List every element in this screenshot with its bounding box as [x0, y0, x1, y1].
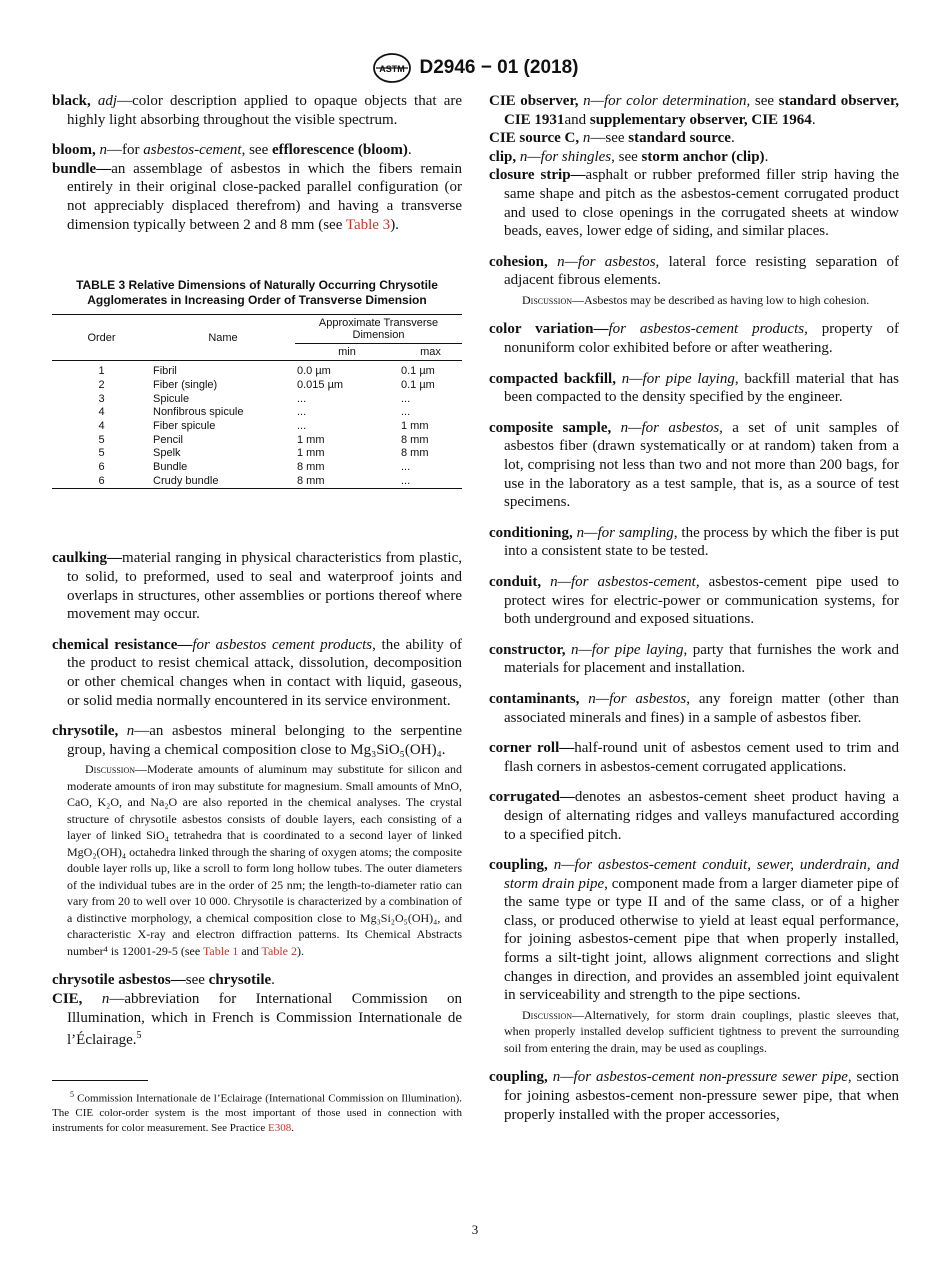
svg-text:ASTM: ASTM: [378, 64, 405, 74]
cell-order: 4: [98, 406, 105, 419]
e308-link[interactable]: E308: [267, 1122, 292, 1135]
cell-order: 4: [98, 419, 105, 432]
table-3: [52, 314, 462, 489]
cell-min: 1 mm: [297, 433, 325, 446]
entry-chrysotile-asbestos: chrysotile asbestos—see chrysotile.: [52, 972, 275, 989]
table-row: [52, 379, 462, 393]
cell-max: 8 mm: [401, 447, 429, 460]
entry-coupling-1: coupling, n—for asbestos-cement conduit, sewer, underdrain, and storm drain pipe, component made from a larger diameter pipe of the same type or type II and of the same class, or of a higher class, or produced otherwise to yield at least equal performance, for joining asbestos-cement pipe that when properly installed, forms a silt-tight joint, allows alignment corrections and slight changes in direction, and provides an assembled joint equivalent in serviceability and strength to the pipe sections.: [489, 857, 900, 1004]
cell-max: 8 mm: [401, 433, 429, 446]
cell-max: 0.1 µm: [401, 365, 435, 378]
entry-black: black, adj—color description applied to opaque objects that are highly light absorbing throughout the visible spectrum.: [52, 93, 463, 128]
entry-constructor: constructor, n—for pipe laying, party that furnishes the work and materials for placement and installation.: [489, 641, 899, 677]
cell-max: ...: [401, 474, 411, 487]
entry-bloom: bloom, n—for asbestos-cement, see efflorescence (bloom).: [52, 142, 412, 159]
table-row: [52, 475, 462, 489]
table-row: [52, 447, 462, 461]
cell-order: 2: [98, 378, 105, 391]
cell-name: Pencil: [153, 433, 183, 446]
entry-corner-roll: corner roll—half-round unit of asbestos cement used to trim and flash corners in asbestos-cement corrugated applications.: [489, 740, 899, 775]
entry-coupling-2: coupling, n—for asbestos-cement non-pressure sewer pipe, section for joining asbestos-cement non-pressure sewer pipe, that when properly installed with the proper accessories,: [489, 1069, 900, 1123]
right-column: [489, 92, 899, 1124]
cell-min: ...: [297, 419, 307, 432]
entry-contaminants: contaminants, n—for asbestos, any foreign matter (other than associated minerals and fines) in a sample of asbestos fiber.: [489, 690, 899, 726]
cell-name: Spelk: [153, 447, 181, 460]
cohesion-discussion: Discussion—Asbestos may be described as having low to high cohesion.: [522, 292, 870, 307]
entry-clip: clip, n—for shingles, see storm anchor (clip).: [489, 148, 769, 165]
left-column: [52, 92, 462, 1136]
entry-cie: CIE, n—abbreviation for International Commission on Illumination, which in French is Commission Internationale de l’Éclairage.$^5$: [52, 991, 462, 1049]
cell-name: Fibril: [153, 365, 177, 378]
col-order-header: Order: [87, 331, 116, 344]
table-row: [52, 461, 462, 475]
cell-order: 6: [98, 461, 105, 474]
cell-min: 1 mm: [297, 447, 325, 460]
cell-name: Nonfibrous spicule: [153, 406, 244, 419]
table-row: [52, 420, 462, 434]
cell-min: 8 mm: [297, 474, 325, 487]
table-2-link[interactable]: Table 2: [261, 943, 298, 958]
entry-caulking: caulking—material ranging in physical characteristics from plastic, to solid, to preformed, used to seal and waterproof joints and overlaps in structures, other assemblies or portions thereof where movement may occur.: [52, 550, 462, 623]
cell-min: ...: [297, 406, 307, 419]
table-row: [52, 393, 462, 407]
table-row: [52, 365, 462, 379]
cell-max: ...: [401, 461, 411, 474]
entry-conduit: conduit, n—for asbestos-cement, asbestos-cement pipe used to protect wires for electric-power or communication systems, for both underground and exposed situations.: [489, 573, 899, 628]
cell-max: ...: [401, 392, 411, 405]
cell-min: ...: [297, 392, 307, 405]
col-name-header: Name: [208, 331, 238, 344]
cell-name: Crudy bundle: [153, 474, 219, 487]
entry-chemical-resistance: chemical resistance—for asbestos cement products, the ability of the product to resist chemical attack, dissolution, decomposition or other chemical changes when in contact with liquid, gaseous, or solid media normally encountered in its service environment.: [52, 636, 462, 709]
cell-name: Spicule: [153, 392, 190, 405]
cell-order: 3: [98, 392, 105, 405]
col-max-header: max: [420, 346, 441, 359]
astm-logo-icon: [372, 52, 412, 84]
table-row: [52, 406, 462, 420]
col-min-header: min: [338, 346, 356, 359]
cell-max: 0.1 µm: [401, 378, 435, 391]
cell-name: Fiber spicule: [153, 419, 216, 432]
entry-corrugated: corrugated—denotes an asbestos-cement sheet product having a design of alternating ridges and valleys manufactured according to a specified pitch.: [489, 789, 899, 843]
entry-cie-source: CIE source C, n—see standard source.: [489, 130, 735, 147]
entry-closure-strip: closure strip—asphalt or rubber preformed filler strip having the same shape and pitch as the asbestos-cement corrugated product and used to close openings in the corrugated sheets at window beads, eaves, lower edge of siding, and similar places.: [489, 167, 899, 240]
cell-min: 8 mm: [297, 461, 325, 474]
entry-bundle: bundle—an assemblage of asbestos in which the fibers remain entirely in their original close-packed parallel configuration (or not appreciably displaced therefrom) and having a transverse dimension typically between 2 and 8 mm (see Table 3).: [52, 160, 462, 233]
cell-order: 5: [98, 447, 105, 460]
col-dimension-header: Approximate Transverse Dimension: [295, 315, 462, 344]
coupling-discussion: Discussion—Alternatively, for storm drain couplings, plastic sleeves that, when properly installed develop sufficient tightness to prevent the surrounding soil from entering the drain, may be used as couplings.: [504, 1007, 899, 1055]
table-row: [52, 434, 462, 448]
cell-order: 1: [98, 365, 105, 378]
cell-max: 1 mm: [401, 419, 429, 432]
cell-name: Fiber (single): [153, 378, 218, 391]
entry-compacted-backfill: compacted backfill, n—for pipe laying, backfill material that has been compacted to the density specified by the engineer.: [489, 370, 899, 406]
table-3-link[interactable]: Table 3: [345, 216, 391, 233]
footnote-divider: [52, 1080, 148, 1081]
document-id: D2946 − 01 (2018): [419, 57, 579, 78]
page-header: [0, 52, 950, 84]
entry-cohesion: cohesion, n—for asbestos, lateral force resisting separation of adjacent fibrous elements.: [489, 253, 900, 289]
cell-max: ...: [401, 406, 411, 419]
chrysotile-discussion: Discussion—Moderate amounts of aluminum may substitute for silicon and moderate amounts of iron may substitute for magnesium. Small amounts of MnO, CaO, K₂O, and Na₂O are also reported in the chemical analyses. The crystal structure of chrysotile asbestos consists of double layers, each consisting of a layer of linked SiO₄ tetrahedra that is coordinated to a second layer of linked MgO₂(OH)₄ octahedra linked through the sharing of oxygen atoms; the composite double layer rolls up, like a scroll to form long hollow tubes. The outer diameters of the individual tubes are in the order of 25 nm; the length-to-diameter ratio can vary from 20 to well over 10 000. Chrysotile is characterized by a combination of a distinctive morphology, a chemical composition close to Mg₃Si₂O₅(OH)₄, and characteristic X-ray and electron diffraction patterns. Its Chemical Abstracts number⁴ is 12001-29-5 (see Table 1 and Table 2).: [67, 762, 462, 958]
table-3-title: TABLE 3 Relative Dimensions of Naturally Occurring Chrysotile Agglomerates in Increasing Order of Transverse Dimension: [76, 278, 438, 308]
cell-name: Bundle: [153, 461, 188, 474]
footnote-5: $^5$ Commission Internationale de l’Eclairage (International Commission on Illumination). The CIE color-order system is the most important of those used in connection with instruments for color measurement. See Practice E308.: [52, 1089, 462, 1135]
page-number: 3: [471, 1222, 479, 1237]
cell-order: 5: [98, 433, 105, 446]
table-1-link[interactable]: Table 1: [202, 943, 239, 958]
entry-cie-observer: CIE observer, n—for color determination, see standard observer, CIE 1931and supplementary observer, CIE 1964.: [489, 93, 899, 128]
entry-composite-sample: composite sample, n—for asbestos, a set of unit samples of asbestos fiber (drawn systematically or at random) taken from a lot, comprising not less than two and not more than 200 bags, for use in the laboratory as a test sample, that is, as a source of test specimens.: [489, 419, 900, 511]
table-3-body: [52, 365, 462, 489]
cell-order: 6: [98, 474, 105, 487]
entry-conditioning: conditioning, n—for sampling, the process by which the fiber is put into a consistent state to be tested.: [489, 524, 900, 560]
cell-min: 0.0 µm: [297, 365, 331, 378]
cell-min: 0.015 µm: [297, 378, 344, 391]
entry-color-variation: color variation—for asbestos-cement products, property of nonuniform color exhibited before or after weathering.: [489, 321, 899, 357]
entry-chrysotile: chrysotile, n—an asbestos mineral belonging to the serpentine group, having a chemical composition close to Mg₃SiO₅(OH)₄.: [52, 723, 463, 758]
